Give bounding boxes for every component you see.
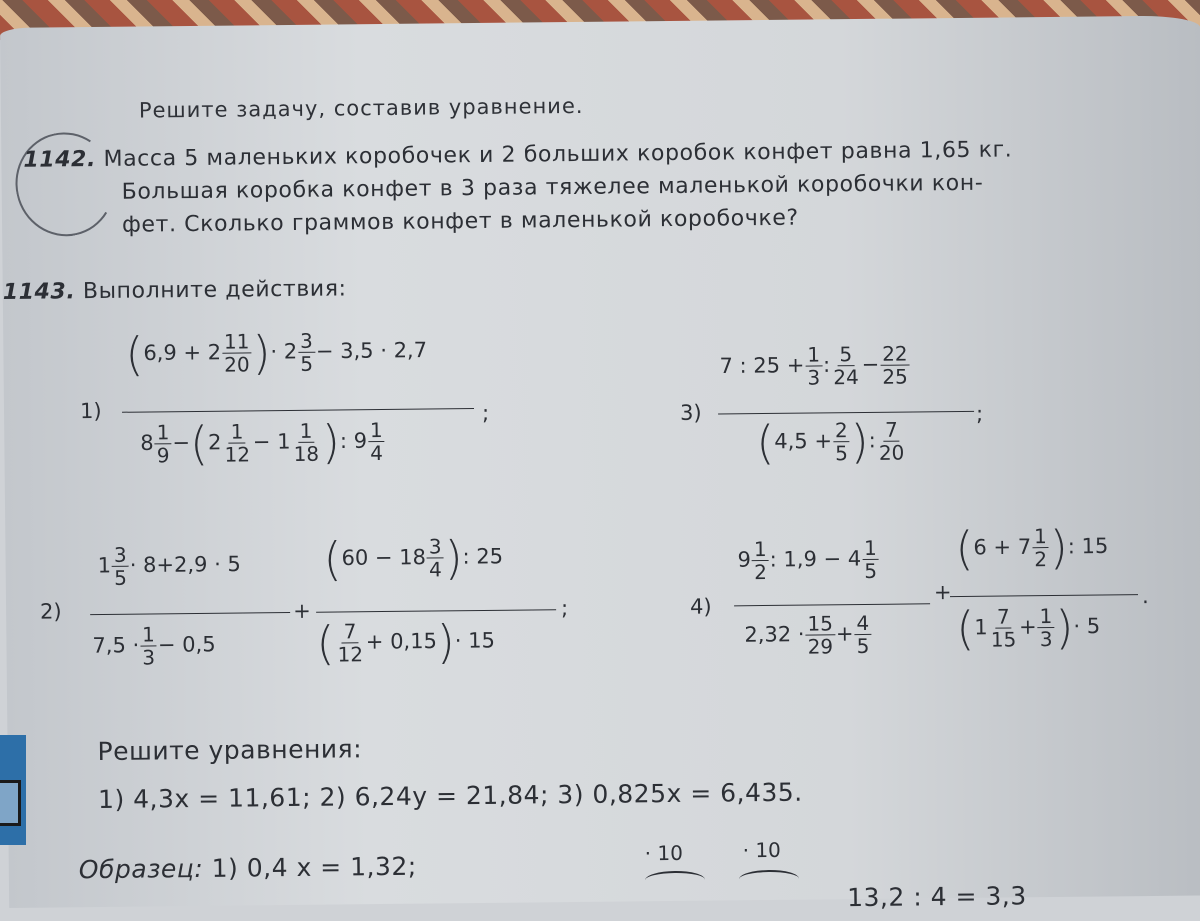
multiplier-2: · 10 — [742, 837, 781, 863]
problem-1142-line-3: фет. Сколько граммов конфет в маленькой коробочке? — [121, 205, 799, 238]
problem-1143-number: 1143. — [2, 279, 76, 305]
problem-1142-line-1 — [23, 137, 1012, 172]
item-4-b-bar — [950, 594, 1138, 597]
equations-line: 1) 4,3x = 11,61; 2) 6,24y = 21,84; 3) 0,825x = 6,435. — [97, 777, 803, 815]
equations-title: Решите уравнения: — [97, 734, 363, 767]
textbook-page — [0, 15, 1200, 913]
item-3-fraction-bar — [718, 411, 974, 415]
pen-circle-mark — [5, 123, 124, 246]
item-4-a-numerator: 9 $\frac{1}{2}$ : 1,9 − 4 $\frac{1}{5}$ — [737, 535, 878, 585]
item-2-end: ; — [560, 596, 569, 621]
sample-line — [79, 852, 417, 885]
item-2-a-numerator: 1 $\frac{3}{5}$ · 8+2,9 · 5 — [97, 542, 241, 590]
problem-1142-number: 1142. — [23, 147, 97, 173]
cutoff-equation: 13,2 : 4 = 3,3 — [847, 881, 1027, 913]
item-4-plus: + — [933, 580, 952, 605]
item-3-numerator: 7 : 25 + $\frac{1}{3}$ : $\frac{5}{24}$ − $\frac{22}{25}$ — [719, 341, 908, 390]
item-4-a-bar — [734, 603, 930, 606]
item-2-b-numerator: (60 − 18 $\frac{3}{4}$ ): 25 — [323, 530, 504, 587]
multiplier-1: · 10 — [644, 840, 683, 866]
item-2-b-bar — [316, 609, 556, 613]
problem-1142-line-2: Большая коробка конфет в 3 раза тяжелее маленькой коробочки кон- — [121, 170, 984, 205]
item-3-denominator: (4,5 + $\frac{2}{5}$ ): $\frac{7}{20}$ — [756, 414, 905, 470]
item-2-b-denominator: ( $\frac{7}{12}$ + 0,15)· 15 — [316, 614, 496, 671]
item-1-end: ; — [481, 400, 490, 425]
problem-1143-title-line — [3, 276, 347, 305]
sample-label: Образец: — [78, 853, 204, 885]
task-heading: Решите задачу, составив уравнение. — [138, 93, 584, 123]
item-2-label: 2) — [39, 599, 62, 624]
sample-equation: 1) 0,4 x = 1,32; — [211, 851, 417, 883]
item-3-end: ; — [975, 401, 984, 426]
item-1-numerator: (6,9 + 2 $\frac{11}{20}$ )· 2 $\frac{3}{5}$ − 3,5 · 2,7 — [125, 325, 428, 382]
item-2-a-bar — [90, 612, 290, 615]
item-2-plus: + — [292, 598, 311, 623]
arc-mark-1 — [645, 871, 705, 890]
blue-cover-icon — [0, 780, 21, 826]
item-4-label: 4) — [689, 594, 712, 619]
item-4-a-denominator: 2,32 · $\frac{15}{29}$ + $\frac{4}{5}$ — [744, 610, 870, 659]
item-1-denominator: 8 $\frac{1}{9}$ −(2 $\frac{1}{12}$ − 1 $\frac{1}{18}$ ): 9 $\frac{1}{4}$ — [140, 414, 384, 471]
problem-1143-title: Выполните действия: — [82, 276, 347, 305]
item-3-label: 3) — [679, 400, 702, 425]
item-1-fraction-bar — [122, 408, 474, 413]
item-1-label: 1) — [79, 398, 102, 424]
item-2-a-denominator: 7,5 · $\frac{1}{3}$ − 0,5 — [92, 622, 216, 670]
problem-1142-text-1: Масса 5 маленьких коробочек и 2 больших коробок конфет равна 1,65 кг. — [103, 137, 1013, 172]
item-4-end: . — [1141, 584, 1149, 609]
item-4-b-numerator: (6 + 7 $\frac{1}{2}$ ): 15 — [955, 520, 1109, 576]
arc-mark-2 — [739, 870, 799, 889]
item-4-b-denominator: (1 $\frac{7}{15}$ + $\frac{1}{3}$ )· 5 — [956, 600, 1101, 656]
